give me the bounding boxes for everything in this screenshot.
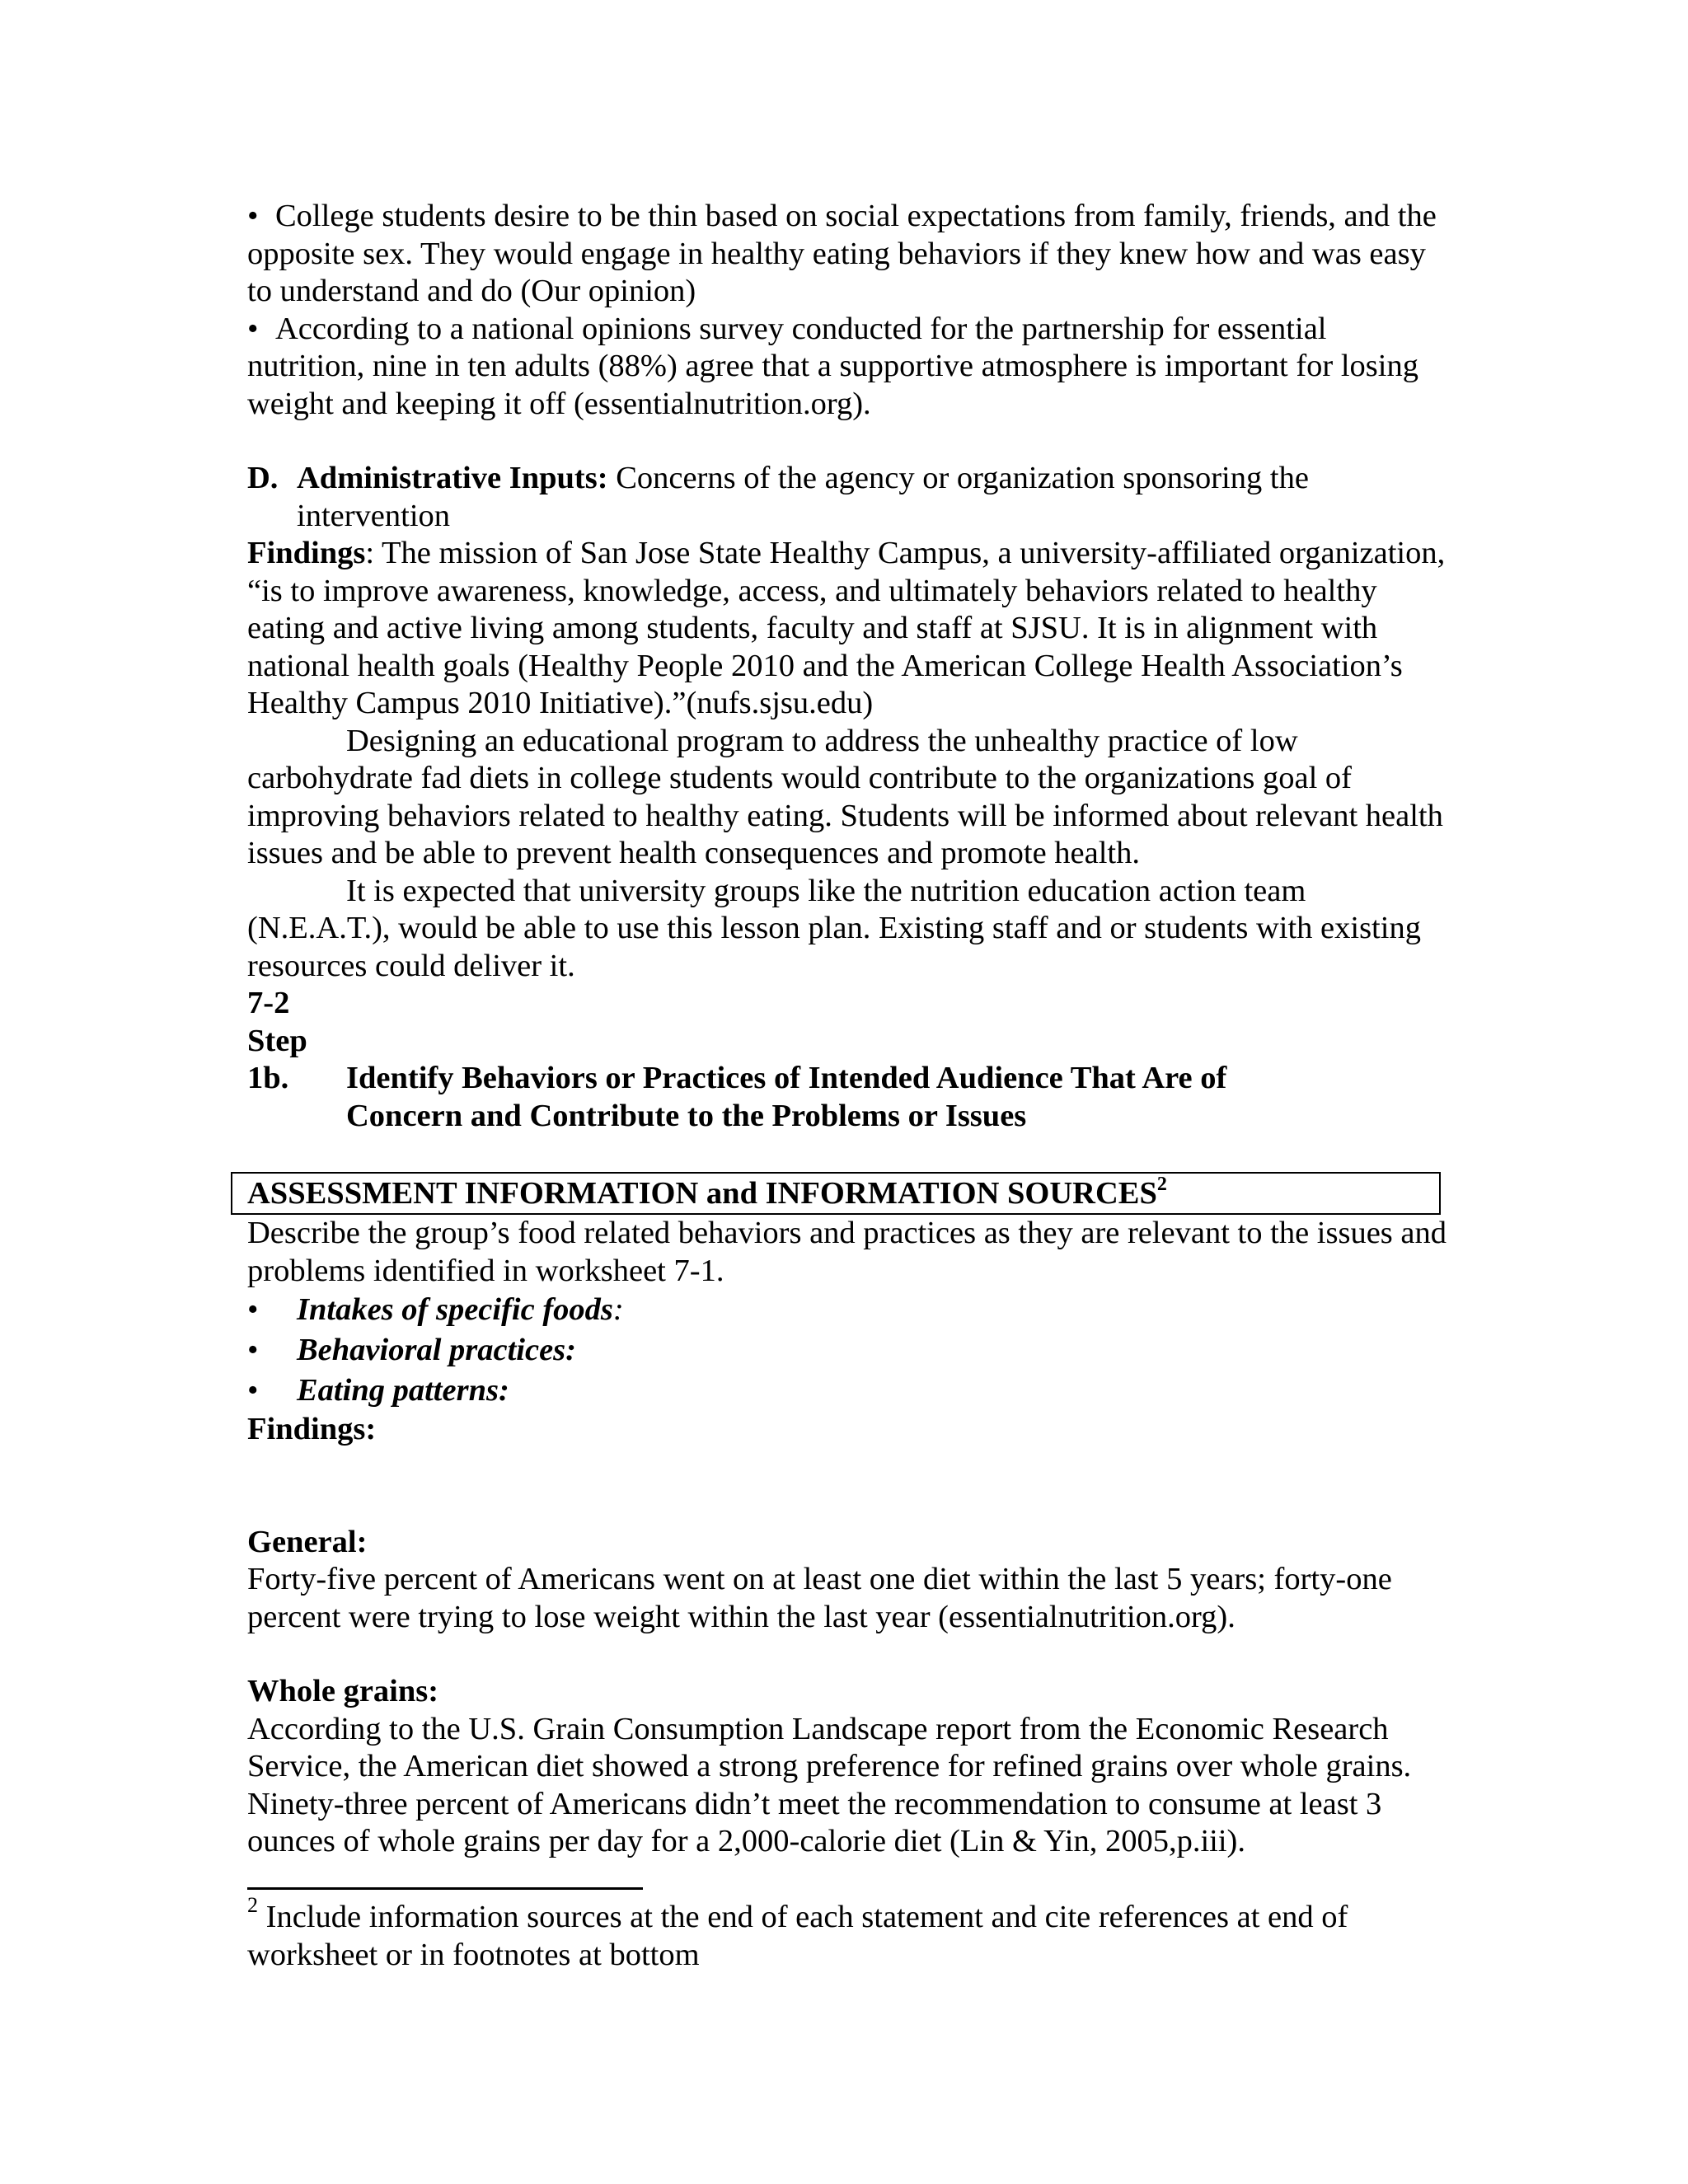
assessment-box (231, 1172, 1441, 1215)
list-item: • Behavioral practices: (247, 1330, 1451, 1371)
list-item: • Eating patterns: (247, 1371, 1451, 1411)
footnote (247, 1893, 1434, 1974)
body-paragraph: It is expected that university groups like the nutrition education action team (N.E.A.T.), would be able to use this lesson plan. Existing staff and or students with existing resources could deliver it. (247, 873, 1421, 983)
behavior-list (247, 1290, 1451, 1411)
footnote-divider (247, 1887, 643, 1890)
bullet-paragraph: • According to a national opinions survey conducted for the partnership for essential nutrition, nine in ten adults (88%) agree that a supportive atmosphere is important for losing weight and keeping it off (essentialnutrition.org). (247, 311, 1418, 421)
list-bullet: • (247, 1373, 259, 1408)
findings-paragraph: Findings: The mission of San Jose State Healthy Campus, a university-affiliated organization, “is to improve awareness, knowledge, access, and ultimately behaviors related to healthy eating and active living among students, faculty and staff at SJSU. It is in alignment with national health goals (Healthy People 2010 and the American College Health Association’s Healthy Campus 2010 Initiative).”(nufs.sjsu.edu) (247, 536, 1446, 720)
general-text: Forty-five percent of Americans went on at least one diet within the last 5 years; forty-one percent were trying to lose weight within the last year (essentialnutrition.org). (247, 1562, 1392, 1634)
assessment-title: ASSESSMENT INFORMATION and INFORMATION SOURCES (247, 1176, 1157, 1211)
section-d-heading (247, 460, 1451, 535)
whole-grains-heading: Whole grains: (247, 1674, 439, 1708)
assessment-description: Describe the group’s food related behaviors and practices as they are relevant to the issues and problems identified in worksheet 7-1. (247, 1216, 1447, 1288)
footnote-text: Include information sources at the end of each statement and cite references at end of worksheet or in footnotes at bottom (247, 1900, 1348, 1972)
general-heading: General: (247, 1524, 368, 1559)
section-letter: D. (247, 461, 279, 495)
step-title-line1: Identify Behaviors or Practices of Intended Audience That Are of (346, 1061, 1227, 1095)
step-heading (247, 985, 1451, 1135)
section-description: Concerns of the agency or organization sponsoring the intervention (297, 461, 1309, 533)
findings-label: Findings (247, 536, 366, 570)
whole-grains-text: According to the U.S. Grain Consumption Landscape report from the Economic Research Service, the American diet showed a strong preference for refined grains over whole grains. Ninety-three percent of Americans didn’t meet the recommendation to consume at least 3 ounces of whole grains per day for a 2,000-calorie diet (Lin & Yin, 2005,p.iii). (247, 1711, 1412, 1858)
section-title: Administrative Inputs: (297, 461, 608, 495)
list-item: • Intakes of specific foods: (247, 1290, 1451, 1330)
page-body (247, 198, 1451, 1861)
step-title-line2: Concern and Contribute to the Problems or Issues (346, 1098, 1027, 1133)
findings-heading: Findings: (247, 1412, 377, 1446)
bullet-paragraph: • College students desire to be thin based on social expectations from family, friends, and the opposite sex. They would engage in healthy eating behaviors if they knew how and was easy to understand and do (Our opinion) (247, 199, 1437, 308)
step-number: 7-2 Step 1b. (247, 986, 307, 1095)
footnote-ref: 2 (1156, 1174, 1167, 1196)
body-paragraph: Designing an educational program to address the unhealthy practice of low carbohydrate fad diets in college students would contribute to the organizations goal of improving behaviors related to healthy eating. Students will be informed about relevant health issues and be able to prevent health consequences and promote health. (247, 723, 1443, 870)
list-bullet: • (247, 1292, 259, 1327)
list-bullet: • (247, 1333, 259, 1367)
footnote-number: 2 (247, 1893, 258, 1918)
bullet-marker: • (247, 199, 259, 233)
bullet-marker: • (247, 311, 259, 346)
